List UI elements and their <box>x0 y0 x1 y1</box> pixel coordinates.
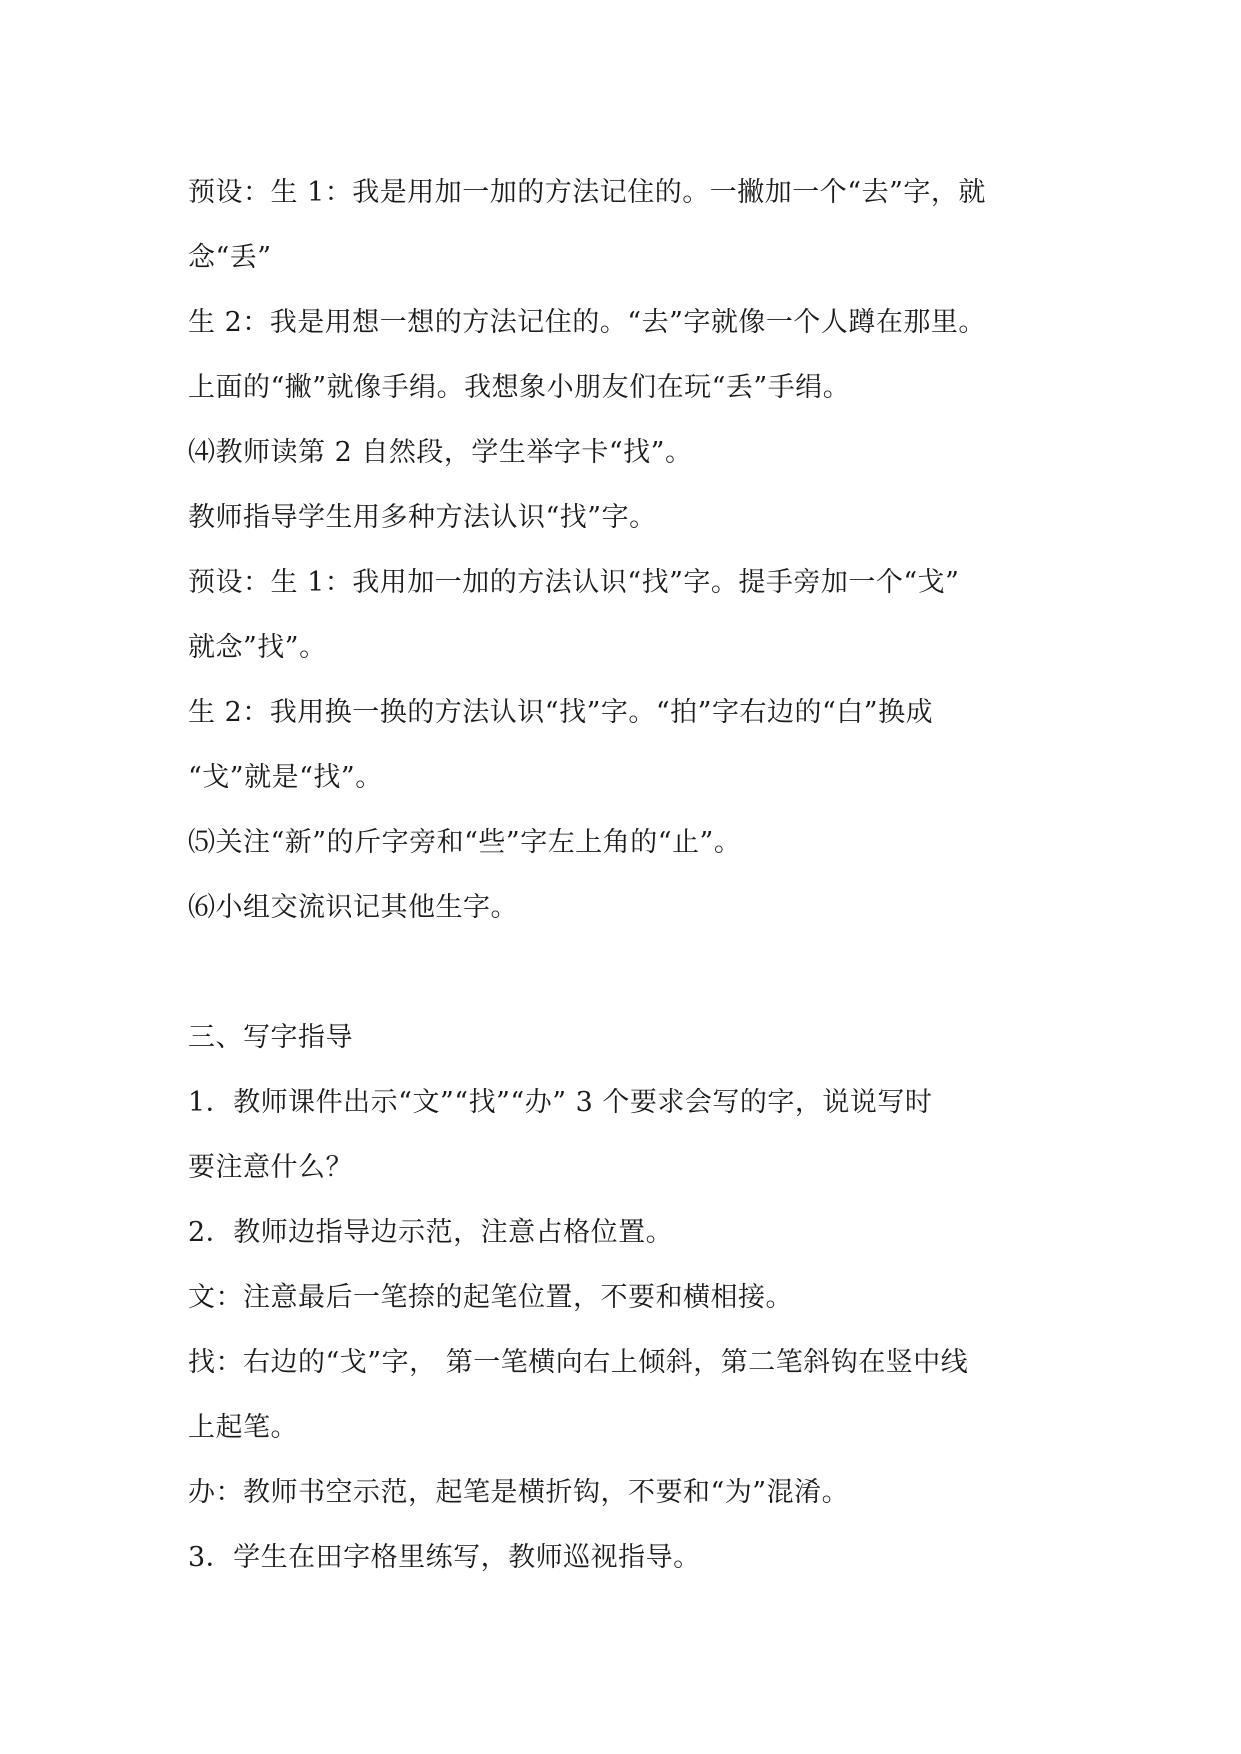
text-line: 就念”找”。 <box>188 632 327 663</box>
text-line: 上起笔。 <box>188 1412 298 1443</box>
text-line: 1．教师课件出示“文”“找”“办” 3 个要求会写的字，说说写时 <box>188 1087 933 1118</box>
text-line: 预设：生 1：我是用加一加的方法记住的。一撇加一个“去”字，就 <box>188 177 986 208</box>
text-line: 要注意什么？ <box>188 1152 353 1183</box>
text-line: 念“丢” <box>188 242 272 273</box>
text-line: 2．教师边指导边示范，注意占格位置。 <box>188 1217 674 1248</box>
text-line: 文：注意最后一笔捺的起笔位置，不要和横相接。 <box>188 1282 793 1313</box>
text-line: 上面的“撇”就像手绢。我想象小朋友们在玩“丢”手绢。 <box>188 372 851 403</box>
text-line: ⑹小组交流识记其他生字。 <box>188 892 518 923</box>
text-line: ⑸关注“新”的斤字旁和“些”字左上角的“止”。 <box>188 827 742 858</box>
text-line: 教师指导学生用多种方法认识“找”字。 <box>188 502 657 533</box>
section-heading: 三、写字指导 <box>188 1022 353 1053</box>
text-line: 预设：生 1：我用加一加的方法认识“找”字。提手旁加一个“戈” <box>188 567 960 598</box>
text-line: 生 2：我是用想一想的方法记住的。“去”字就像一个人蹲在那里。 <box>188 307 986 338</box>
text-line: 3．学生在田字格里练写，教师巡视指导。 <box>188 1542 701 1573</box>
blank-line <box>188 940 1058 1005</box>
text-line: 生 2：我用换一换的方法认识“找”字。“拍”字右边的“白”换成 <box>188 697 934 728</box>
text-line: 找：右边的“戈”字， 第一笔横向右上倾斜，第二笔斜钩在竖中线 <box>188 1347 969 1378</box>
document-body <box>188 160 1058 1590</box>
text-line: ⑷教师读第 2 自然段，学生举字卡“找”。 <box>188 437 693 468</box>
text-line: 办：教师书空示范，起笔是横折钩，不要和“为”混淆。 <box>188 1477 850 1508</box>
text-line: “戈”就是“找”。 <box>188 762 383 793</box>
